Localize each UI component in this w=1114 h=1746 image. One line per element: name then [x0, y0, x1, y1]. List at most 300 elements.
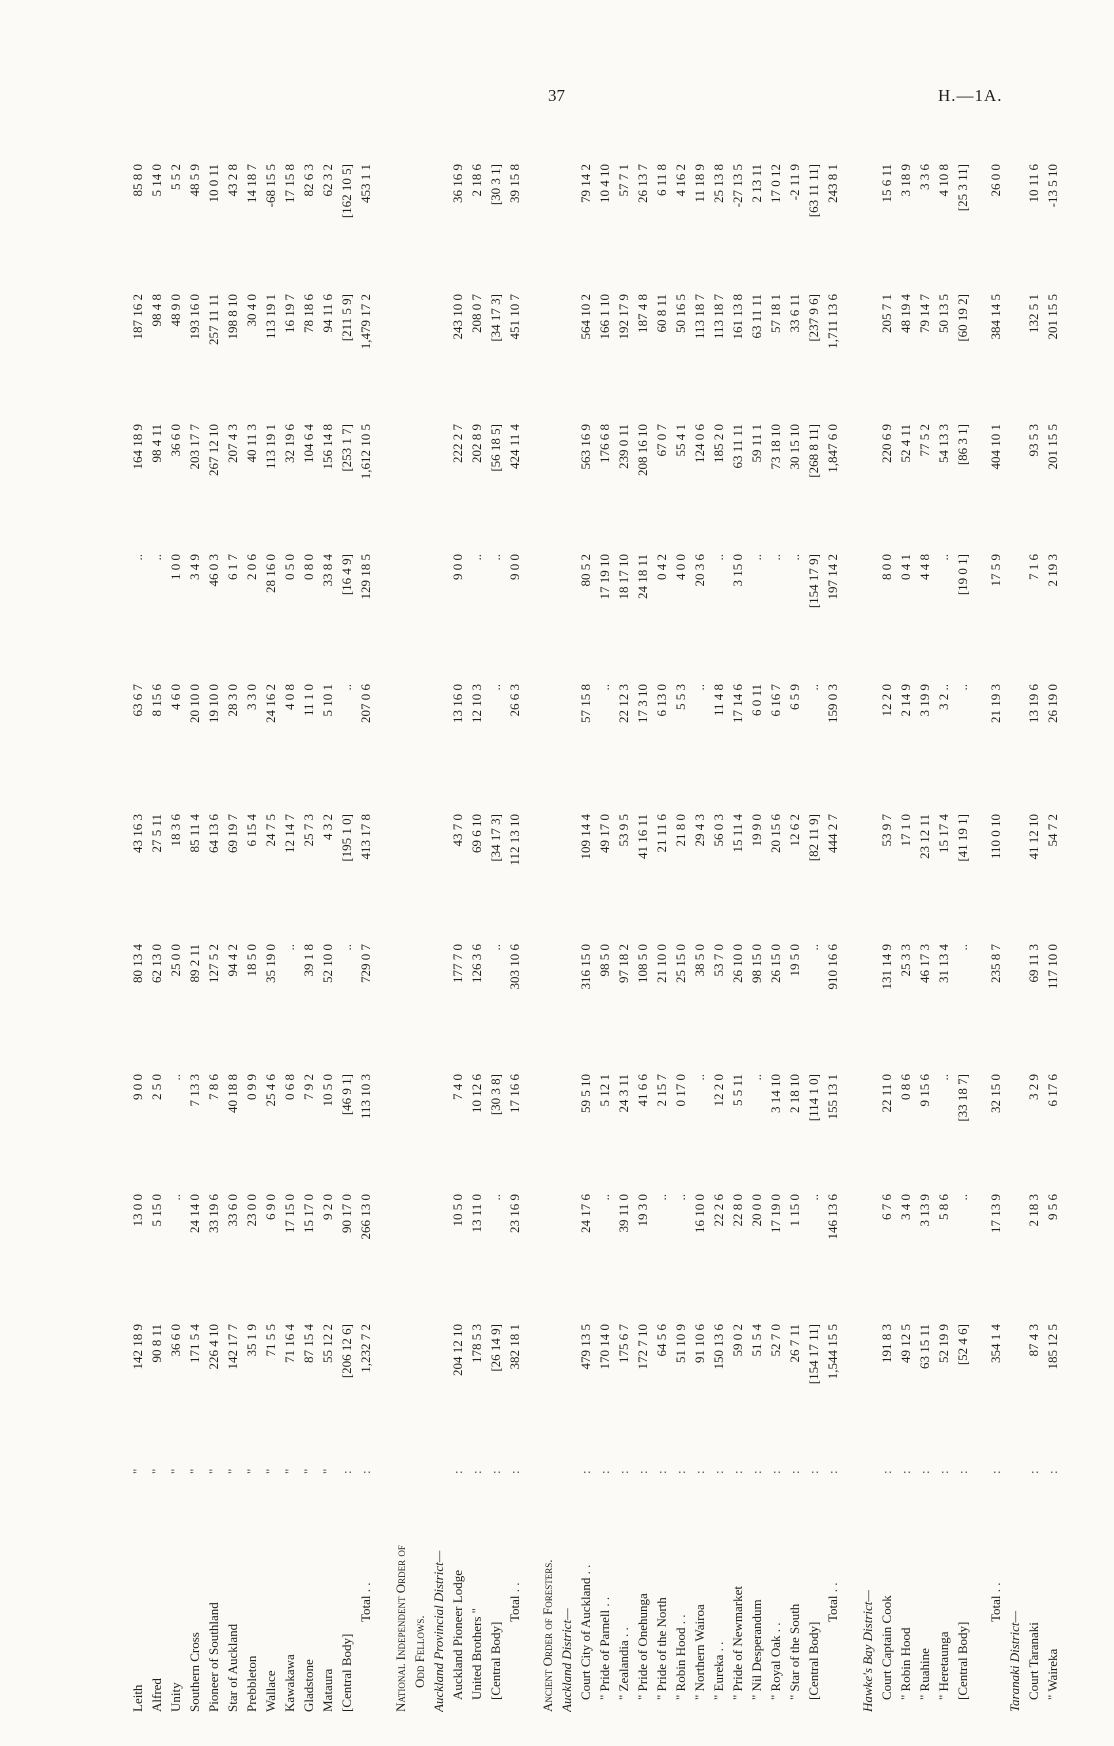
table-cell: [33 18 7]: [955, 1074, 970, 1122]
table-cell: 71 5 5: [263, 1324, 278, 1357]
table-cell: 82 6 3: [301, 164, 316, 197]
table-cell: 113 19 1: [263, 424, 278, 470]
table-cell: [26 14 9]: [488, 1324, 503, 1372]
table-cell: 24 18 11: [635, 554, 650, 600]
table-cell: 30 4 0: [244, 294, 259, 327]
table-cell: ..: [282, 944, 297, 951]
table-cell: 90 17 0: [339, 1194, 354, 1233]
table-cell: 4 4 8: [917, 554, 932, 580]
table-cell: 97 18 2: [616, 944, 631, 983]
table-cell: 13 11 0: [469, 1194, 484, 1233]
table-cell: 17 0 12: [768, 164, 783, 203]
table-cell: 32 19 6: [282, 424, 297, 463]
table-cell: 201 15 5: [1045, 424, 1060, 470]
table-cell: [211 5 9]: [339, 294, 354, 342]
table-cell: 24 16 2: [263, 684, 278, 723]
table-cell: 1 15 0: [787, 1194, 802, 1227]
row-label: Court City of Auckland . .: [578, 1564, 593, 1700]
table-cell: 6 15 4: [244, 814, 259, 847]
table-cell: ..: [469, 554, 484, 561]
ditto-mark: ": [225, 1468, 240, 1474]
table-cell: 48 5 9: [187, 164, 202, 197]
table-cell: 222 2 7: [450, 424, 465, 463]
table-cell: 166 1 10: [597, 294, 612, 340]
table-cell: 132 5 1: [1026, 294, 1041, 333]
table-cell: 19 3 0: [635, 1194, 650, 1227]
table-cell: 187 4 8: [635, 294, 650, 333]
table-cell: 63 11 11: [749, 294, 764, 339]
table-cell: 2 19 3: [1045, 554, 1060, 587]
table-cell: 12 2 0: [711, 1074, 726, 1107]
ditto-mark: :: [635, 1470, 650, 1474]
table-cell: 29 4 3: [692, 814, 707, 847]
table-cell: 55 4 1: [673, 424, 688, 457]
table-cell: 52 4 11: [898, 424, 913, 463]
ditto-mark: :: [898, 1470, 913, 1474]
table-cell: 226 4 10: [206, 1324, 221, 1370]
table-cell: 94 11 6: [320, 294, 335, 333]
table-cell: 563 16 9: [578, 424, 593, 470]
table-cell: [253 1 7]: [339, 424, 354, 472]
table-cell: 22 2 6: [711, 1194, 726, 1227]
table-cell: 24 3 11: [616, 1074, 631, 1113]
table-cell: [16 4 9]: [339, 554, 354, 596]
table-cell: 52 19 9: [936, 1324, 951, 1363]
table-cell: 127 5 2: [206, 944, 221, 983]
table-cell: [60 19 2]: [955, 294, 970, 342]
table-cell: 33 19 6: [206, 1194, 221, 1233]
row-label: Auckland Pioneer Lodge: [450, 1570, 465, 1700]
ditto-mark: ": [320, 1468, 335, 1474]
table-cell: [206 12 6]: [339, 1324, 354, 1379]
table-cell: 41 12 10: [1026, 814, 1041, 860]
table-cell: 564 10 2: [578, 294, 593, 340]
table-cell: 185 12 5: [1045, 1324, 1060, 1370]
row-label: Pioneer of Southland: [206, 1602, 221, 1712]
table-cell: -13 5 10: [1045, 164, 1060, 208]
table-cell: ..: [806, 684, 821, 691]
table-cell: 33 8 4: [320, 554, 335, 587]
table-cell: ..: [955, 944, 970, 951]
table-cell: 23 16 9: [507, 1194, 522, 1233]
table-cell: [154 17 9]: [806, 554, 821, 609]
row-label: Star of Auckland: [225, 1623, 240, 1712]
table-cell: 10 5 0: [450, 1194, 465, 1227]
table-cell: 5 5 2: [168, 164, 183, 190]
table-row: [934, 122, 954, 1712]
table-cell: 56 0 3: [711, 814, 726, 847]
table-cell: 48 9 0: [168, 294, 183, 327]
row-label: [Central Body]: [339, 1633, 354, 1712]
table-cell: ..: [488, 554, 503, 561]
table-cell: 9 15 6: [917, 1074, 932, 1107]
ditto-mark: ": [168, 1468, 183, 1474]
table-cell: 3 13 9: [917, 1194, 932, 1227]
table-cell: ..: [488, 684, 503, 691]
ditto-mark: :: [488, 1470, 503, 1474]
table-cell: 126 3 6: [469, 944, 484, 983]
table-cell: 39 1 8: [301, 944, 316, 977]
table-cell: 207 4 3: [225, 424, 240, 463]
table-cell: 49 12 5: [898, 1324, 913, 1363]
table-cell: 39 15 8: [507, 164, 522, 203]
table-row: [1024, 122, 1044, 1712]
table-cell: 87 4 3: [1026, 1324, 1041, 1357]
ditto-mark: :: [469, 1470, 484, 1474]
table-cell: 178 5 3: [469, 1324, 484, 1363]
table-cell: 18 3 6: [168, 814, 183, 847]
table-cell: 187 16 2: [130, 294, 145, 340]
table-row: [804, 122, 824, 1712]
table-cell: 207 0 6: [358, 684, 373, 723]
table-cell: 25 0 0: [168, 944, 183, 977]
table-cell: 1 0 0: [168, 554, 183, 580]
ditto-mark: ": [282, 1468, 297, 1474]
table-cell: 59 11 1: [749, 424, 764, 463]
ditto-mark: :: [879, 1470, 894, 1474]
table-cell: 15 17 4: [936, 814, 951, 853]
table-cell: 26 15 0: [768, 944, 783, 983]
row-label: Hawke's Bay District—: [860, 1590, 875, 1712]
table-cell: [268 8 11]: [806, 424, 821, 478]
table-cell: ..: [749, 554, 764, 561]
table-cell: 38 5 0: [692, 944, 707, 977]
table-cell: ..: [955, 1194, 970, 1201]
row-label: " Northern Wairoa: [692, 1604, 707, 1700]
table-cell: 13 16 0: [450, 684, 465, 723]
table-cell: 239 0 11: [616, 424, 631, 470]
table-cell: -2 11 9: [787, 164, 802, 201]
table-cell: 19 9 0: [749, 814, 764, 847]
table-cell: 191 8 3: [879, 1324, 894, 1363]
table-cell: 2 13 11: [749, 164, 764, 203]
table-cell: 201 15 5: [1045, 294, 1060, 340]
table-cell: [46 9 1]: [339, 1074, 354, 1116]
table-row: [766, 122, 786, 1712]
table-cell: 7 1 6: [1026, 554, 1041, 580]
table-cell: 22 12 3: [616, 684, 631, 723]
table-cell: 23 0 0: [244, 1194, 259, 1227]
table-cell: 94 4 2: [225, 944, 240, 977]
ditto-mark: :: [806, 1470, 821, 1474]
row-label: Gladstone: [301, 1659, 316, 1712]
table-cell: 9 0 0: [130, 1074, 145, 1100]
table-cell: 4 10 8: [936, 164, 951, 197]
table-row: [223, 122, 243, 1712]
row-label: Ancient Order of Foresters.: [540, 1559, 555, 1712]
table-cell: ..: [692, 684, 707, 691]
row-label: Taranaki District—: [1007, 1610, 1022, 1712]
table-cell: 9 5 6: [1045, 1194, 1060, 1220]
row-label: Wallace: [263, 1670, 278, 1712]
table-cell: 1,479 17 2: [358, 294, 373, 350]
table-cell: 35 19 0: [263, 944, 278, 983]
table-cell: 10 0 11: [206, 164, 221, 203]
table-cell: 146 13 6: [825, 1194, 840, 1240]
table-row: [185, 122, 205, 1712]
row-label: Auckland District—: [559, 1608, 574, 1712]
table-cell: 10 12 6: [469, 1074, 484, 1113]
ditto-mark: ": [301, 1468, 316, 1474]
table-cell: 176 6 8: [597, 424, 612, 463]
rotated-table: [118, 122, 1060, 1712]
table-row: [614, 122, 634, 1712]
table-cell: 198 8 10: [225, 294, 240, 340]
table-cell: 113 18 7: [692, 294, 707, 340]
table-cell: 24 17 6: [578, 1194, 593, 1233]
table-cell: 26 19 0: [1045, 684, 1060, 723]
table-cell: 150 13 6: [711, 1324, 726, 1370]
table-cell: 63 6 7: [130, 684, 145, 717]
table-cell: 479 13 5: [578, 1324, 593, 1370]
table-cell: 3 3 0: [244, 684, 259, 710]
table-cell: 257 11 11: [206, 294, 221, 346]
table-cell: 26 0 0: [988, 164, 1003, 197]
table-cell: [63 11 11]: [806, 164, 821, 218]
table-cell: 17 13 9: [988, 1194, 1003, 1233]
row-label: Prebbleton: [244, 1655, 259, 1712]
table-cell: 6 17 6: [1045, 1074, 1060, 1107]
table-cell: 7 4 0: [450, 1074, 465, 1100]
table-cell: 4 6 0: [168, 684, 183, 710]
table-cell: 12 2 0: [879, 684, 894, 717]
table-cell: 5 14 0: [149, 164, 164, 197]
ditto-mark: ": [244, 1468, 259, 1474]
table-cell: 64 5 6: [654, 1324, 669, 1357]
table-cell: 0 8 6: [898, 1074, 913, 1100]
table-cell: 6 9 0: [263, 1194, 278, 1220]
table-cell: 69 19 7: [225, 814, 240, 853]
table-cell: 43 7 0: [450, 814, 465, 847]
table-cell: 36 6 0: [168, 1324, 183, 1357]
row-label: Mataura: [320, 1668, 335, 1712]
table-cell: 20 3 6: [692, 554, 707, 587]
table-cell: 17 5 9: [988, 554, 1003, 587]
row-label: " Royal Oak . .: [768, 1622, 783, 1700]
table-cell: 36 6 0: [168, 424, 183, 457]
table-cell: 51 5 4: [749, 1324, 764, 1357]
table-cell: 0 9 9: [244, 1074, 259, 1100]
table-cell: 220 6 9: [879, 424, 894, 463]
table-cell: 384 14 5: [988, 294, 1003, 340]
table-cell: 113 19 1: [263, 294, 278, 340]
table-cell: 25 4 6: [263, 1074, 278, 1107]
table-cell: 53 7 0: [711, 944, 726, 977]
table-cell: 59 0 2: [730, 1324, 745, 1357]
table-cell: 39 11 0: [616, 1194, 631, 1233]
table-cell: 53 9 7: [879, 814, 894, 847]
table-cell: [195 1 0]: [339, 814, 354, 862]
table-cell: 77 5 2: [917, 424, 932, 457]
table-cell: 18 17 10: [616, 554, 631, 600]
table-cell: 25 15 0: [673, 944, 688, 983]
table-cell: 54 13 3: [936, 424, 951, 463]
ditto-mark: :: [768, 1470, 783, 1474]
row-label: " Pride of Parnell . .: [597, 1596, 612, 1700]
table-cell: 142 18 9: [130, 1324, 145, 1370]
row-label: " Pride of Newmarket: [730, 1586, 745, 1700]
table-cell: 17 15 8: [282, 164, 297, 203]
table-cell: 98 15 0: [749, 944, 764, 983]
table-cell: 73 18 10: [768, 424, 783, 470]
table-cell: 3 18 9: [898, 164, 913, 197]
ditto-mark: ": [206, 1468, 221, 1474]
table-cell: 0 6 8: [282, 1074, 297, 1100]
table-cell: ..: [787, 554, 802, 561]
table-cell: 4 0 0: [673, 554, 688, 580]
ditto-mark: :: [507, 1470, 522, 1474]
table-cell: [237 9 6]: [806, 294, 821, 342]
table-cell: [19 0 1]: [955, 554, 970, 596]
table-cell: 2 18 10: [787, 1074, 802, 1113]
table-cell: 5 8 6: [936, 1194, 951, 1220]
table-cell: 142 17 7: [225, 1324, 240, 1370]
table-cell: 192 17 9: [616, 294, 631, 340]
table-cell: 33 6 0: [225, 1194, 240, 1227]
table-cell: 729 0 7: [358, 944, 373, 983]
table-cell: ..: [673, 1194, 688, 1201]
table-cell: 451 10 7: [507, 294, 522, 340]
row-label: Unity: [168, 1682, 183, 1712]
table-cell: [30 3 1]: [488, 164, 503, 206]
table-cell: 15 11 4: [730, 814, 745, 853]
ditto-mark: ": [130, 1468, 145, 1474]
table-row: [391, 122, 411, 1712]
table-cell: 17 1 0: [898, 814, 913, 847]
table-cell: 43 16 3: [130, 814, 145, 853]
table-cell: 1,612 10 5: [358, 424, 373, 480]
table-cell: 203 17 7: [187, 424, 202, 470]
table-cell: 2 15 7: [654, 1074, 669, 1107]
row-label: Court Captain Cook: [879, 1595, 894, 1700]
table-cell: 28 16 0: [263, 554, 278, 593]
table-row: [486, 122, 506, 1712]
table-cell: 21 19 3: [988, 684, 1003, 723]
table-cell: 382 18 1: [507, 1324, 522, 1370]
table-cell: 3 3 6: [917, 164, 932, 190]
table-cell: 17 3 10: [635, 684, 650, 723]
table-cell: 11 4 8: [711, 684, 726, 717]
table-cell: 303 10 6: [507, 944, 522, 990]
table-cell: 52 7 0: [768, 1324, 783, 1357]
table-cell: 104 6 4: [301, 424, 316, 463]
table-row: [337, 122, 357, 1712]
table-cell: 6 5 9: [787, 684, 802, 710]
table-cell: 413 17 8: [358, 814, 373, 860]
table-cell: 16 10 0: [692, 1194, 707, 1233]
table-row: [858, 122, 878, 1712]
table-cell: 2 18 6: [469, 164, 484, 197]
table-cell: 156 14 8: [320, 424, 335, 470]
table-cell: 1,847 6 0: [825, 424, 840, 473]
table-row: [747, 122, 767, 1712]
table-cell: 67 0 7: [654, 424, 669, 457]
table-cell: 910 16 6: [825, 944, 840, 990]
table-cell: 453 1 1: [358, 164, 373, 203]
table-cell: 80 5 2: [578, 554, 593, 587]
table-cell: 22 11 0: [879, 1074, 894, 1113]
table-cell: ..: [339, 944, 354, 951]
table-cell: 15 17 0: [301, 1194, 316, 1233]
table-cell: 21 11 6: [654, 814, 669, 853]
table-cell: 5 5 3: [673, 684, 688, 710]
table-row: [242, 122, 262, 1712]
table-cell: 13 19 6: [1026, 684, 1041, 723]
table-cell: 266 13 0: [358, 1194, 373, 1240]
table-cell: 87 15 4: [301, 1324, 316, 1363]
table-cell: ..: [168, 1194, 183, 1201]
table-cell: 98 4 11: [149, 424, 164, 463]
table-cell: 78 18 6: [301, 294, 316, 333]
table-cell: 93 5 3: [1026, 424, 1041, 457]
table-cell: 36 16 9: [450, 164, 465, 203]
table-cell: 51 10 9: [673, 1324, 688, 1363]
ditto-mark: :: [1045, 1470, 1060, 1474]
table-cell: 11 1 0: [301, 684, 316, 717]
table-cell: ..: [149, 554, 164, 561]
table-cell: 129 18 5: [358, 554, 373, 600]
table-cell: 6 11 8: [654, 164, 669, 197]
table-cell: 20 15 6: [768, 814, 783, 853]
table-cell: [162 10 5]: [339, 164, 354, 219]
table-cell: 2 18 3: [1026, 1194, 1041, 1227]
table-cell: 14 18 7: [244, 164, 259, 203]
table-cell: [114 1 0]: [806, 1074, 821, 1122]
table-row: [1043, 122, 1063, 1712]
table-cell: ..: [488, 1194, 503, 1201]
table-cell: 131 14 9: [879, 944, 894, 990]
table-cell: [41 19 1]: [955, 814, 970, 862]
table-cell: ..: [339, 684, 354, 691]
table-cell: [25 3 11]: [955, 164, 970, 212]
table-cell: 113 18 7: [711, 294, 726, 340]
ditto-mark: ": [263, 1468, 278, 1474]
table-cell: 35 1 9: [244, 1324, 259, 1357]
table-cell: 79 14 7: [917, 294, 932, 333]
ditto-mark: ": [187, 1468, 202, 1474]
table-cell: [82 11 9]: [806, 814, 821, 862]
ditto-mark: :: [749, 1470, 764, 1474]
table-cell: 10 11 6: [1026, 164, 1041, 203]
table-row: [280, 122, 300, 1712]
table-cell: 175 6 7: [616, 1324, 631, 1363]
table-cell: 6 16 7: [768, 684, 783, 717]
table-cell: 69 11 3: [1026, 944, 1041, 983]
table-cell: 40 11 3: [244, 424, 259, 463]
table-cell: 3 19 9: [917, 684, 932, 717]
table-row: [261, 122, 281, 1712]
table-row: [877, 122, 897, 1712]
table-cell: 109 14 4: [578, 814, 593, 860]
table-cell: 27 5 11: [149, 814, 164, 853]
table-cell: 0 5 0: [282, 554, 297, 580]
table-cell: [34 17 3]: [488, 294, 503, 342]
table-cell: 404 10 1: [988, 424, 1003, 470]
total-row: [505, 122, 525, 1712]
table-cell: 17 19 10: [597, 554, 612, 600]
table-cell: 16 19 7: [282, 294, 297, 333]
table-cell: 57 15 8: [578, 684, 593, 723]
table-cell: 24 14 0: [187, 1194, 202, 1233]
table-row: [576, 122, 596, 1712]
ditto-mark: :: [578, 1470, 593, 1474]
table-cell: 59 5 10: [578, 1074, 593, 1113]
table-cell: ..: [654, 1194, 669, 1201]
table-cell: 79 14 2: [578, 164, 593, 203]
table-cell: 3 4 0: [898, 1194, 913, 1220]
table-cell: 117 10 0: [1045, 944, 1060, 990]
table-cell: 55 12 2: [320, 1324, 335, 1363]
